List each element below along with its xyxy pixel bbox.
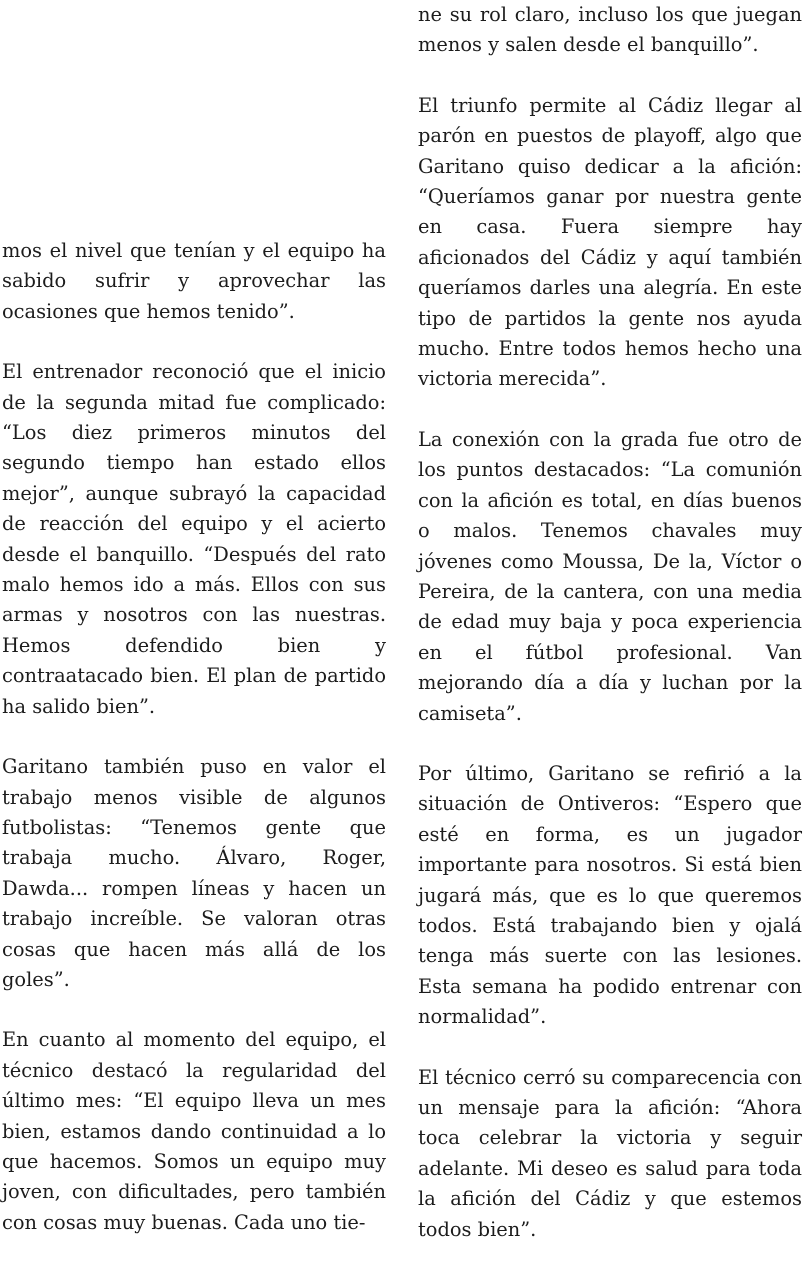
paragraph: En cuanto al momento del equipo, el técnico destacó la regularidad del último mes: “El equipo lleva un mes bien, estamos dando continuidad a lo que hacemos. Somos un equipo muy joven, con dificultades, pero también con cosas muy buenas. Cada uno tie- <box>2 1028 386 1234</box>
article-right-column <box>418 0 802 1275</box>
paragraph: Garitano también puso en valor el trabajo menos visible de algunos futbolistas: “Tenemos gente que trabaja mucho. Álvaro, Roger, Dawda... rompen líneas y hacen un trabajo increíble. Se valoran otras cosas que hacen más allá de los goles”. <box>2 755 386 991</box>
paragraph: El técnico cerró su comparecencia con un mensaje para la afición: “Ahora toca celebrar la victoria y seguir adelante. Mi deseo es salud para toda la afición del Cádiz y que estemos todos bien”. <box>418 1065 802 1241</box>
paragraph: Por último, Garitano se refirió a la situación de Ontiveros: “Espero que esté en forma, es un jugador importante para nosotros. Si está bien jugará más, que es lo que queremos todos. Está trabajando bien y ojalá tenga más suerte con las lesiones. Esta semana ha podido entrenar con normalidad”. <box>418 761 802 1029</box>
article-left-column <box>2 236 386 1268</box>
paragraph: El entrenador reconoció que el inicio de la segunda mitad fue complicado: “Los diez primeros minutos del segundo tiempo han estado ellos mejor”, aunque subrayó la capacidad de reacción del equipo y el acierto desde el banquillo. “Después del rato malo hemos ido a más. Ellos con sus armas y nosotros con las nuestras. Hemos defendido bien y contraatacado bien. El plan de partido ha salido bien”. <box>2 360 386 718</box>
paragraph: La conexión con la grada fue otro de los puntos destacados: “La comunión con la afición es total, en días buenos o malos. Tenemos chavales muy jóvenes como Moussa, De la, Víctor o Pereira, de la cantera, con una media de edad muy baja y poca experiencia en el fútbol profesional. Van mejorando día a día y luchan por la camiseta”. <box>418 427 802 725</box>
paragraph: ne su rol claro, incluso los que juegan menos y salen desde el banquillo”. <box>418 3 802 57</box>
paragraph: mos el nivel que tenían y el equipo ha sabido sufrir y aprovechar las ocasiones que hemos tenido”. <box>2 239 386 323</box>
paragraph: El triunfo permite al Cádiz llegar al parón en puestos de playoff, algo que Garitano quiso dedicar a la afición: “Queríamos ganar por nuestra gente en casa. Fuera siempre hay aficionados del Cádiz y aquí también queríamos darles una alegría. En este tipo de partidos la gente nos ayuda mucho. Entre todos hemos hecho una victoria merecida”. <box>418 93 802 391</box>
